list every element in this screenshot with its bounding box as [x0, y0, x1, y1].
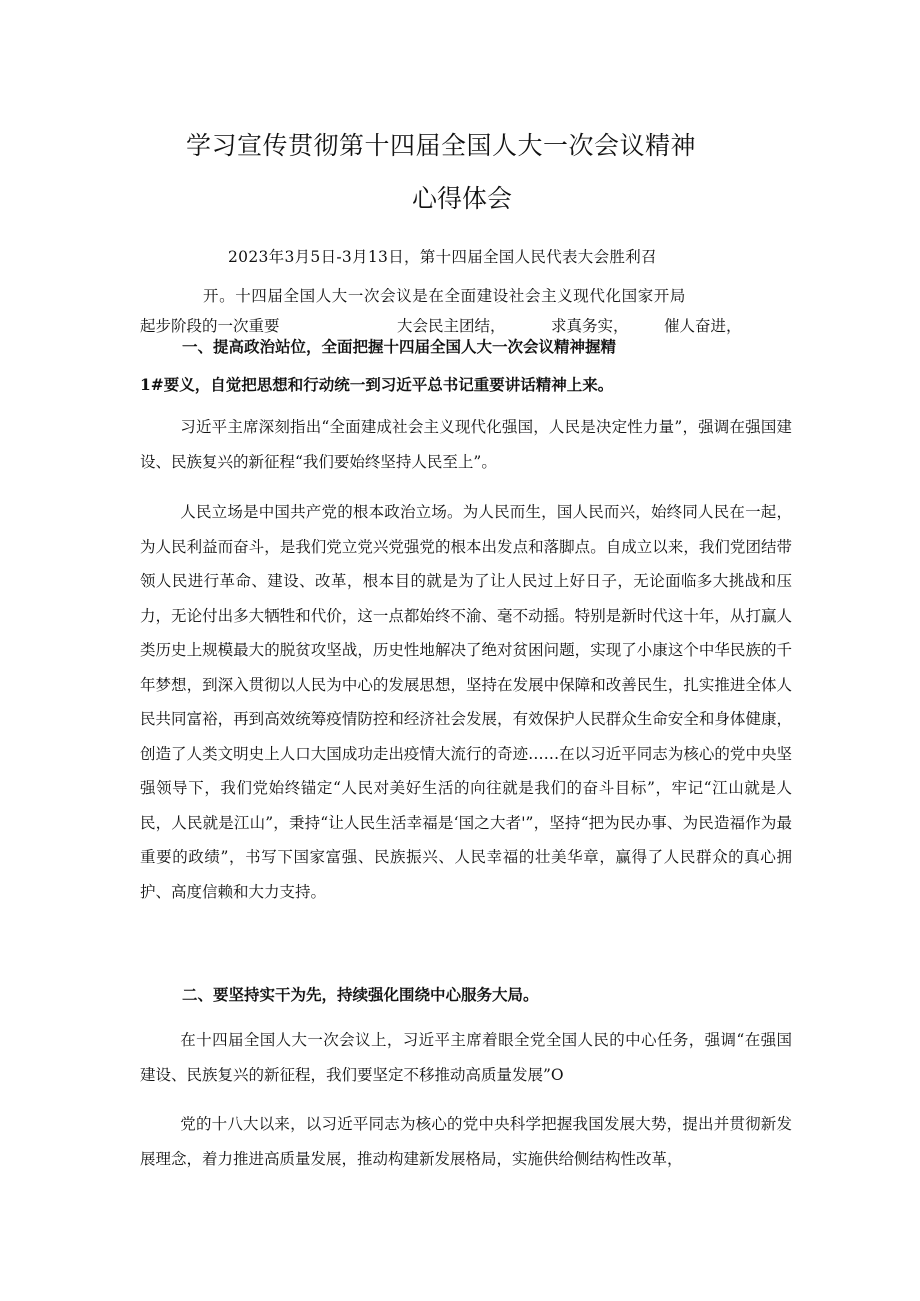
intro-line-1: 2023年3月5日-3月13日，第十四届全国人民代表大会胜利召	[228, 248, 657, 266]
section1-paragraph: 人民立场是中国共产党的根本政治立场。为人民而生，国人民而兴，始终同人民在一起，为人民利益而奋斗，是我们党立党兴党强党的根本出发点和落脚点。自成立以来，我们党团结带领人民进行革命、建设、改革，根本目的就是为了让人民过上好日子，无论面临多大挑战和压力，无论付出多大牺牲和代价，这一点都始终不渝、毫不动摇。特别是新时代这十年，从打赢人类历史上规模最大的脱贫攻坚战，历史性地解决了绝对贫困问题，实现了小康这个中华民族的千年梦想，到深入贯彻以人民为中心的发展思想，坚持在发展中保障和改善民生，扎实推进全体人民共同富裕，再到高效统筹疫情防控和经济社会发展，有效保护人民群众生命安全和身体健康，创造了人类文明史上人口大国成功走出疫情大流行的奇迹……在以习近平同志为核心的党中央坚强领导下，我们党始终锚定“人民对美好生活的向往就是我们的奋斗目标”，牢记“江山就是人民，人民就是江山”，秉持“让人民生活幸福是‘国之大者'”，坚持“把为民办事、为民造福作为最重要的政绩”，书写下国家富强、民族振兴、人民幸福的壮美华章，赢得了人民群众的真心拥护、高度信赖和大力支持。	[140, 503, 792, 901]
intro-line-3-fragment: 催人奋进，	[664, 317, 742, 335]
section1-heading-line1: 一、提高政治站位，全面把握十四届全国人大一次会议精神握精	[182, 337, 617, 356]
document-title-line2: 心得体会	[412, 184, 513, 213]
section2-heading: 二、要坚持实干为先，持续强化围绕中心服务大局。	[182, 985, 539, 1004]
intro-line-3-fragment: 起步阶段的一次重要	[140, 317, 280, 335]
intro-line-3-fragment: 大会民主团结，	[397, 317, 506, 335]
document-title-line1: 学习宣传贯彻第十四届全国人大一次会议精神	[186, 131, 697, 160]
section1-paragraph: 习近平主席深刻指出“全面建成社会主义现代化强国，人民是决定性力量”，强调在强国建设、民族复兴的新征程“我们要始终坚持人民至上”。	[140, 418, 792, 471]
intro-line-2: 开。十四届全国人大一次会议是在全面建设社会主义现代化国家开局	[203, 287, 687, 305]
section2-paragraph: 党的十八大以来，以习近平同志为核心的党中央科学把握我国发展大势，提出并贯彻新发展理念，着力推进高质量发展，推动构建新发展格局，实施供给侧结构性改革，	[140, 1115, 792, 1168]
section1-heading-line2: 1#要义，自觉把思想和行动统一到习近平总书记重要讲话精神上来。	[140, 375, 614, 394]
intro-line-3-fragment: 求真务实，	[551, 317, 629, 335]
section2-paragraph: 在十四届全国人大一次会议上，习近平主席着眼全党全国人民的中心任务，强调“在强国建设、民族复兴的新征程，我们要坚定不移推动高质量发展”O	[140, 1031, 792, 1084]
